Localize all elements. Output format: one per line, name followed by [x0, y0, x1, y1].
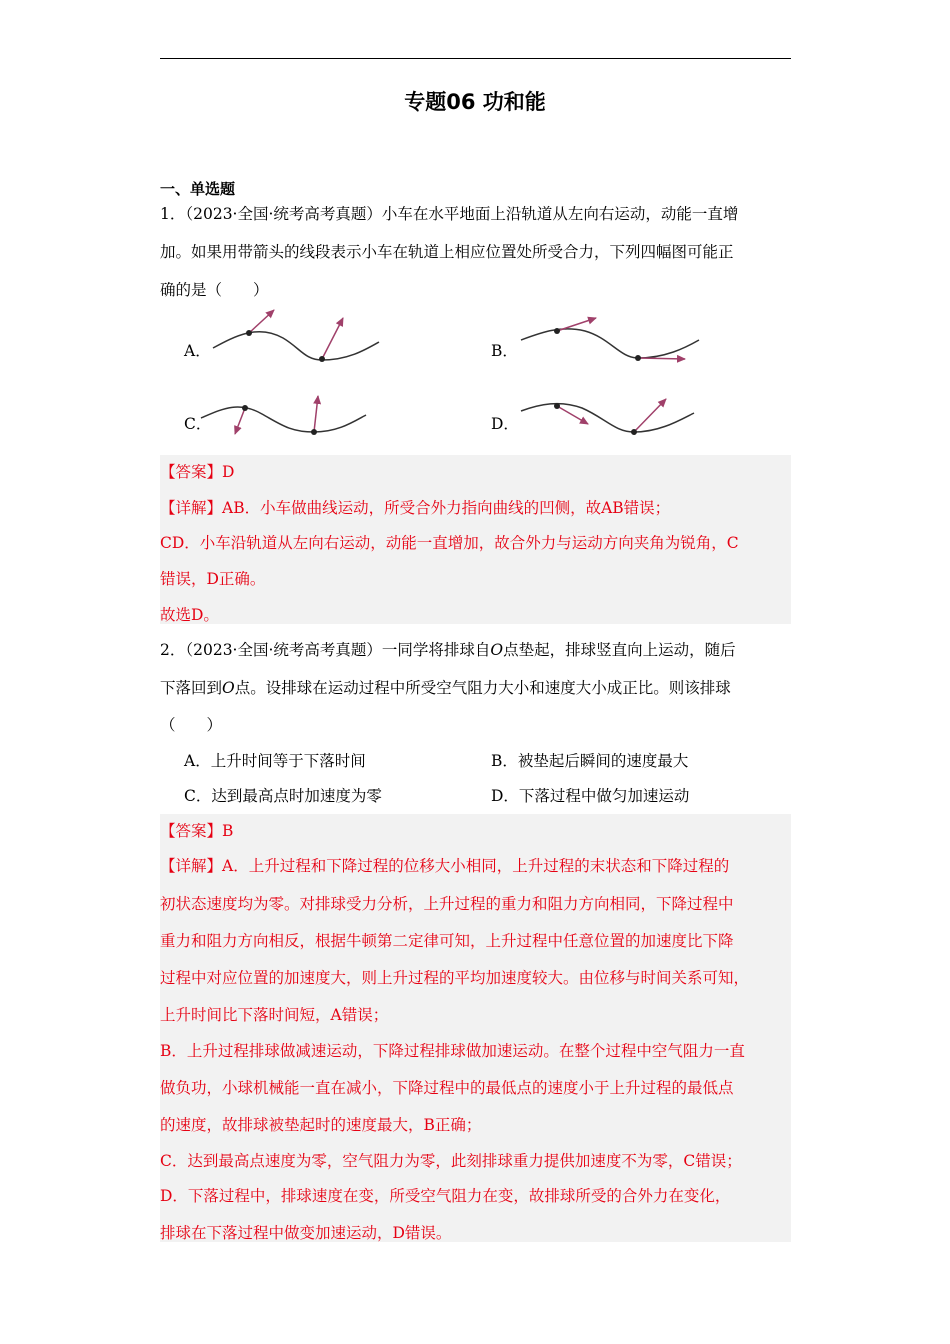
- q2-answer-box: [160, 814, 791, 1242]
- q2-option-a: A．上升时间等于下落时间: [184, 752, 366, 770]
- figure-c-force-arrow-2: [314, 396, 318, 432]
- q2-analysis-line-3: 重力和阻力方向相反，根据牛顿第二定律可知，上升过程中任意位置的加速度比下降: [160, 932, 734, 950]
- q1-analysis-line-1: 【详解】AB．小车做曲线运动，所受合外力指向曲线的凹侧，故AB错误；: [160, 499, 671, 517]
- figure-c-point-2: [311, 429, 317, 435]
- figure-a-force-arrow-2: [322, 318, 343, 359]
- figure-c-track: [201, 407, 366, 432]
- q1-analysis-line-4: 故选D。: [160, 606, 219, 624]
- q2-analysis-line-10: D．下落过程中，排球速度在变，所受空气阻力在变，故排球所受的合外力在变化，: [160, 1187, 731, 1205]
- figure-c-point-1: [242, 405, 248, 411]
- q2-line2-part-b: 点。设排球在运动过程中所受空气阻力大小和速度大小成正比。则该排球: [234, 679, 731, 697]
- q2-analysis-line-9: C．达到最高点速度为零，空气阻力为零，此刻排球重力提供加速度不为零，C错误；: [160, 1152, 742, 1170]
- figure-d-force-arrow-2: [634, 399, 666, 432]
- figure-a-track: [213, 332, 379, 360]
- figure-d: [521, 399, 694, 435]
- figure-c: [201, 396, 366, 435]
- q1-text-line-1: 1．（2023·全国·统考高考真题）小车在水平地面上沿轨道从左向右运动，动能一直增: [160, 205, 739, 223]
- q2-line1-part-b: 点垫起，排球竖直向上运动，随后: [503, 641, 736, 659]
- q2-line1-point-o: O: [490, 641, 504, 659]
- q2-text-line-3: （ ）: [160, 716, 223, 734]
- q1-option-a-label: A．: [184, 342, 211, 360]
- q2-text-line-2: [160, 676, 731, 698]
- q2-analysis-line-2: 初状态速度均为零。对排球受力分析，上升过程的重力和阻力方向相同，下降过程中: [160, 895, 734, 913]
- header-rule: [160, 58, 791, 59]
- q2-analysis-line-7: 做负功，小球机械能一直在减小，下降过程中的最低点的速度小于上升过程的最低点: [160, 1079, 734, 1097]
- figure-b-force-arrow-2: [638, 358, 685, 359]
- q1-answer: 【答案】D: [160, 463, 235, 481]
- figure-a: [213, 310, 379, 362]
- q1-analysis-line-3: 错误，D正确。: [160, 570, 266, 588]
- figure-b-force-arrow-1: [557, 318, 596, 331]
- q1-text-line-3: 确的是（ ）: [160, 281, 269, 299]
- figure-d-track: [521, 404, 694, 432]
- q2-analysis-line-4: 过程中对应位置的加速度大，则上升过程的平均加速度较大。由位移与时间关系可知，: [160, 969, 750, 987]
- figure-b-point-1: [554, 328, 560, 334]
- q2-text-line-1: [160, 638, 736, 660]
- page-title: 专题06 功和能: [404, 90, 546, 114]
- figure-c-force-arrow-1: [235, 408, 245, 434]
- figure-b: [521, 318, 699, 361]
- q1-option-b-label: B．: [491, 342, 518, 360]
- q1-text-line-2: 加。如果用带箭头的线段表示小车在轨道上相应位置处所受合力，下列四幅图可能正: [160, 243, 734, 261]
- q2-line2-point-o: O: [222, 679, 235, 697]
- q2-analysis-line-6: B．上升过程排球做减速运动，下降过程排球做加速运动。在整个过程中空气阻力一直: [160, 1042, 745, 1060]
- figure-b-track: [521, 329, 699, 358]
- q1-analysis-line-2: CD．小车沿轨道从左向右运动，动能一直增加，故合外力与运动方向夹角为锐角，C: [160, 534, 739, 552]
- q2-analysis-line-5: 上升时间比下落时间短，A错误；: [160, 1006, 389, 1024]
- figure-a-point-2: [319, 356, 325, 362]
- q2-analysis-line-8: 的速度，故排球被垫起时的速度最大，B正确；: [160, 1116, 482, 1134]
- q2-line1-part-a: 2．（2023·全国·统考高考真题）一同学将排球自: [160, 641, 491, 659]
- q2-analysis-line-1: 【详解】A．上升过程和下降过程的位移大小相同，上升过程的末状态和下降过程的: [160, 857, 730, 875]
- q2-analysis-line-11: 排球在下落过程中做变加速运动，D错误。: [160, 1224, 452, 1242]
- q2-option-c: C．达到最高点时加速度为零: [184, 787, 382, 805]
- q2-answer: 【答案】B: [160, 822, 234, 840]
- q1-option-d-label: D．: [491, 415, 519, 433]
- q2-option-d: D．下落过程中做匀加速运动: [491, 787, 690, 805]
- figure-a-point-1: [246, 330, 252, 336]
- figure-a-force-arrow-1: [249, 310, 274, 333]
- q2-option-b: B．被垫起后瞬间的速度最大: [491, 752, 689, 770]
- figure-d-point-2: [631, 429, 637, 435]
- q1-option-c-label: C．: [184, 415, 212, 433]
- figure-b-point-2: [635, 355, 641, 361]
- figure-d-point-1: [554, 403, 560, 409]
- section-heading: 一、单选题: [160, 180, 236, 198]
- q2-line2-part-a: 下落回到: [160, 679, 223, 697]
- figure-d-force-arrow-1: [557, 406, 588, 424]
